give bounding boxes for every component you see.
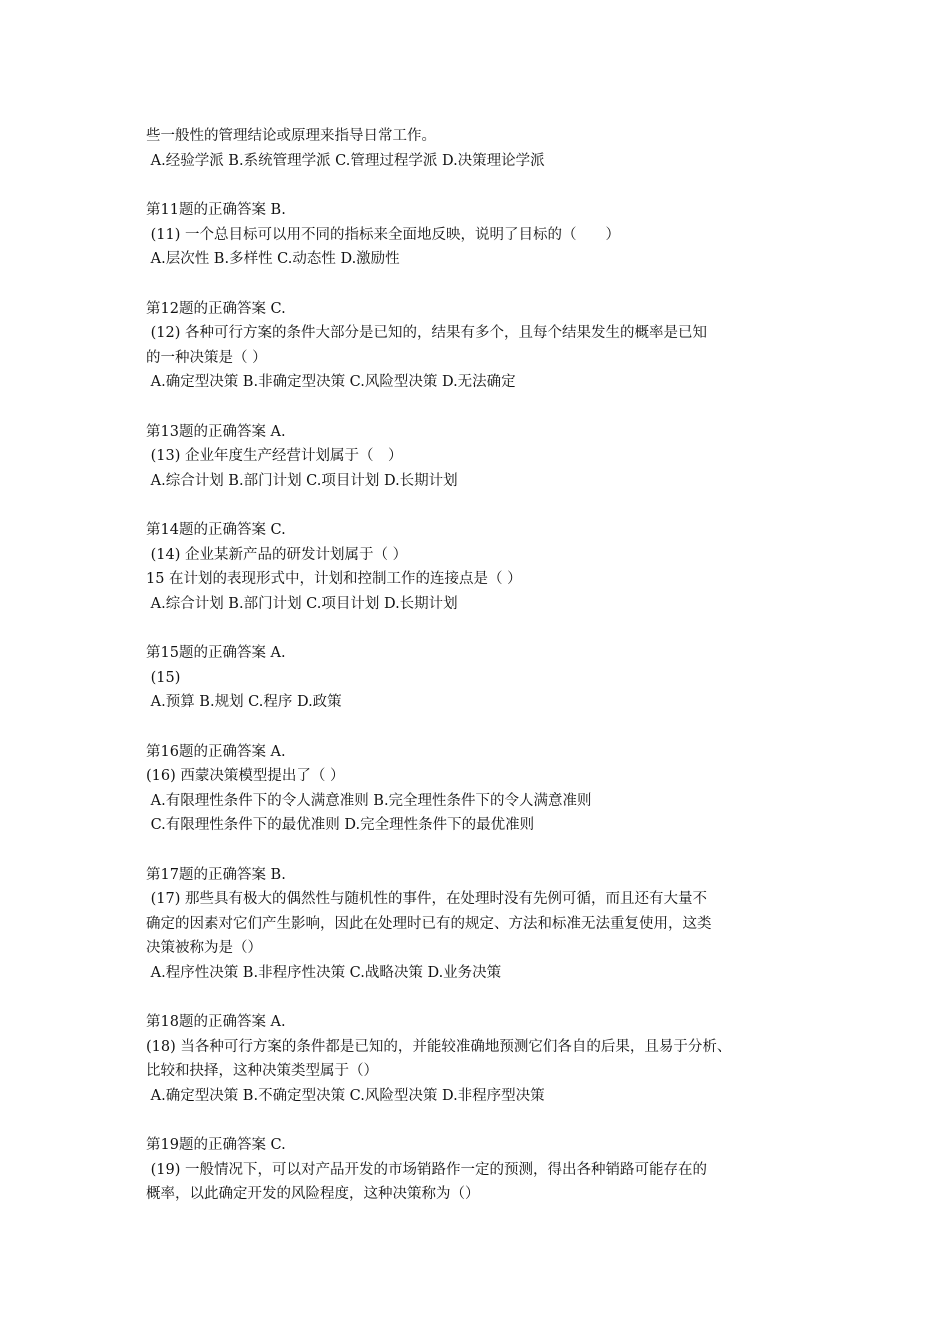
question-19: (19) 一般情况下，可以对产品开发的市场销路作一定的预测，得出各种销路可能存在的 — [146, 1161, 707, 1178]
paragraph-gap — [146, 395, 826, 420]
question-16: (16) 西蒙决策模型提出了（ ） — [146, 768, 345, 784]
question-13: (13) 企业年度生产经营计划属于（ ） — [146, 448, 403, 464]
question-18: (18) 当各种可行方案的条件都是已知的，并能较准确地预测它们各自的后果，且易于分析、 — [146, 1038, 732, 1055]
question-17-cont: 决策被称为是（） — [146, 940, 262, 956]
question-12-cont: 的一种决策是（ ） — [146, 349, 267, 366]
question-11: (11) 一个总目标可以用不同的指标来全面地反映，说明了目标的（ ） — [146, 226, 620, 243]
question-12: (12) 各种可行方案的条件大部分是已知的，结果有多个，且每个结果发生的概率是已知 — [146, 325, 707, 341]
correct-answer-18: 第18题的正确答案 A. — [146, 1014, 286, 1030]
correct-answer-16: 第16题的正确答案 A. — [146, 743, 286, 760]
question-17-cont: 确定的因素对它们产生影响，因此在处理时已有的规定、方法和标准无法重复使用，这类 — [146, 915, 712, 932]
correct-answer-12: 第12题的正确答案 C. — [146, 300, 286, 317]
answer-options: C.有限理性条件下的最优准则 D.完全理性条件下的最优准则 — [146, 817, 535, 833]
paragraph-gap — [146, 493, 826, 518]
paragraph-gap — [146, 985, 826, 1010]
question-14: (14) 企业某新产品的研发计划属于（ ） — [146, 546, 408, 563]
question-15-text: 15 在计划的表现形式中，计划和控制工作的连接点是（ ） — [146, 571, 522, 587]
answer-options: A.确定型决策 B.非确定型决策 C.风险型决策 D.无法确定 — [146, 374, 516, 390]
document-page — [146, 124, 826, 1207]
correct-answer-19: 第19题的正确答案 C. — [146, 1137, 286, 1153]
paragraph-gap — [146, 616, 826, 641]
correct-answer-17: 第17题的正确答案 B. — [146, 866, 286, 883]
question-18-cont: 比较和抉择，这种决策类型属于（） — [146, 1063, 378, 1079]
answer-options: A.层次性 B.多样性 C.动态性 D.激励性 — [146, 251, 400, 267]
correct-answer-15: 第15题的正确答案 A. — [146, 645, 286, 661]
answer-options: A.有限理性条件下的令人满意准则 B.完全理性条件下的令人满意准则 — [146, 792, 592, 809]
answer-options: A.预算 B.规划 C.程序 D.政策 — [146, 694, 342, 710]
answer-options: A.综合计划 B.部门计划 C.项目计划 D.长期计划 — [146, 472, 458, 489]
question-17: (17) 那些具有极大的偶然性与随机性的事件，在处理时没有先例可循，而且还有大量不 — [146, 891, 707, 907]
answer-options: A.综合计划 B.部门计划 C.项目计划 D.长期计划 — [146, 595, 458, 612]
correct-answer-13: 第13题的正确答案 A. — [146, 423, 286, 440]
paragraph-gap — [146, 715, 826, 740]
answer-options: A.程序性决策 B.非程序性决策 C.战略决策 D.业务决策 — [146, 964, 502, 981]
text-line: 些一般性的管理结论或原理来指导日常工作。 — [146, 128, 436, 144]
answer-options: A.确定型决策 B.不确定型决策 C.风险型决策 D.非程序型决策 — [146, 1087, 545, 1104]
answer-options: A.经验学派 B.系统管理学派 C.管理过程学派 D.决策理论学派 — [146, 152, 545, 169]
correct-answer-14: 第14题的正确答案 C. — [146, 522, 286, 538]
paragraph-gap — [146, 173, 826, 198]
correct-answer-11: 第11题的正确答案 B. — [146, 202, 286, 218]
question-19-cont: 概率，以此确定开发的风险程度，这种决策称为（） — [146, 1186, 480, 1202]
paragraph-gap — [146, 272, 826, 297]
question-15: (15) — [146, 669, 181, 686]
paragraph-gap — [146, 838, 826, 863]
paragraph-gap — [146, 1108, 826, 1133]
